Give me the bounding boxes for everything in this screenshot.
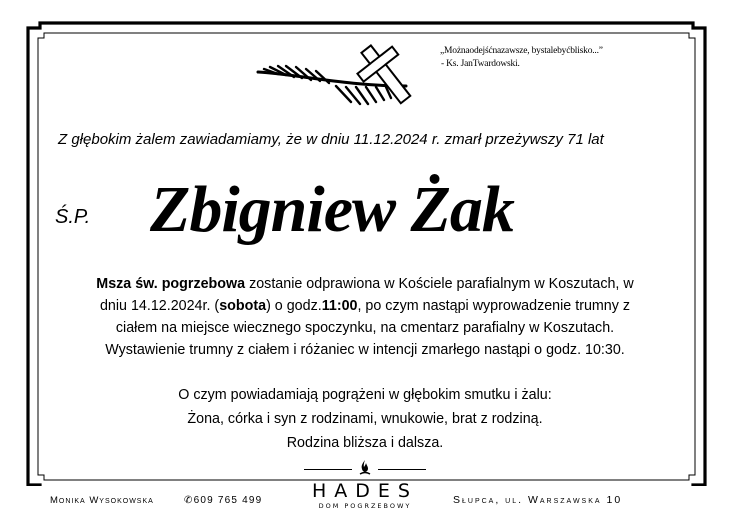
mass-day: sobota xyxy=(219,298,267,314)
cross-with-palm-icon xyxy=(256,42,426,112)
mass-line-2-rest: , po czym nastąpi wyprowadzenie trumny z xyxy=(357,298,631,314)
announcement-prefix: Z głębokim żalem zawiadamiamy, że w dniu xyxy=(58,131,350,148)
mourners-block xyxy=(45,383,685,456)
sp-prefix: Ś.P. xyxy=(55,206,91,228)
address: Słupca, ul. Warszawska 10 xyxy=(453,494,623,506)
contact-phone: ✆609 765 499 xyxy=(184,495,263,506)
contact-name: Monika Wysokowska xyxy=(50,495,154,506)
mourners-extended: Rodzina bliższa i dalsza. xyxy=(286,435,444,451)
funeral-mass-details xyxy=(45,273,685,361)
announcement-suffix: r. zmarł przeżywszy 71 lat xyxy=(431,131,604,148)
brand-subtitle: DOM POGRZEBOWY xyxy=(318,502,412,510)
mourners-intro: O czym powiadamiają pogrążeni w głębokim smutku i żalu: xyxy=(178,387,552,403)
mass-line-4: Wystawienie trumny z ciałem i różaniec w intencji zmarłego nastąpi o godz. 10:30. xyxy=(105,342,625,358)
death-date: 11.12.2024 xyxy=(353,131,428,148)
mass-time: 11:00 xyxy=(321,298,358,314)
hades-logo xyxy=(300,458,430,514)
quote-block xyxy=(440,45,690,71)
deceased-name: Zbigniew Żak xyxy=(150,173,514,246)
logo-line-left xyxy=(304,469,352,470)
quote-text: „Możnaodejśćnazawsze, bystalebyćblisko...” xyxy=(440,46,603,56)
brand-name: HADES xyxy=(312,480,418,502)
mourners-family: Żona, córka i syn z rodzinami, wnukowie, brat z rodziną. xyxy=(187,411,543,427)
announcement-line xyxy=(58,131,678,148)
mass-line-1 xyxy=(45,273,685,295)
mass-line-1-text: zostanie odprawiona w Kościele parafialnym w Koszutach, w xyxy=(245,276,634,292)
logo-line-right xyxy=(378,469,426,470)
mass-line-2 xyxy=(45,295,685,317)
mass-date-text: dniu 14.12.2024r. ( xyxy=(99,298,220,314)
flame-icon xyxy=(357,459,373,477)
mass-time-label: ) o godz. xyxy=(266,298,322,314)
mass-line-3: ciałem na miejsce wiecznego spoczynku, na cmentarz parafialny w Koszutach. xyxy=(115,320,615,336)
mass-title: Msza św. pogrzebowa xyxy=(96,276,246,292)
quote-author: - Ks. JanTwardowski. xyxy=(441,59,520,69)
